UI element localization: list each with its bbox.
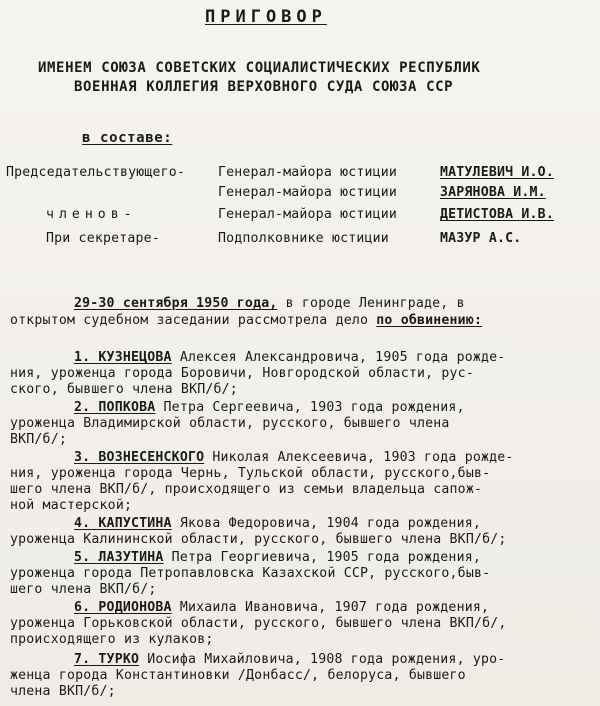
defendant-4-text: Якова Федоровича, 1904 года рождения, (171, 516, 481, 531)
secretary-label: При секретаре- (46, 231, 160, 246)
defendant-2-line-3: ВКП/б/; (10, 432, 67, 447)
session-line-1 (74, 296, 465, 312)
defendant-5-line-2: уроженца города Петропавловска Казахской ССР, русского,быв- (10, 566, 491, 581)
session-date: 29-30 сентября 1950 года, (74, 296, 278, 311)
session-line-2 (10, 313, 482, 329)
defendant-1-name: 1. КУЗНЕЦОВА (74, 350, 172, 365)
defendant-6-line-2: уроженца Горьковской области, русского, бывшего члена ВКП/б/, (10, 616, 507, 631)
defendant-4-name: 4. КАПУСТИНА (74, 516, 172, 531)
defendant-3-line-1 (74, 450, 514, 466)
defendant-6-name: 6. РОДИОНОВА (74, 600, 172, 615)
defendant-7-line-1 (74, 652, 505, 668)
defendant-3-line-2: ния, уроженца города Чернь, Тульской области, русского,быв- (10, 466, 491, 481)
defendant-7-name: 7. ТУРКО (74, 652, 140, 667)
presiding-label: Председательствующего- (6, 165, 186, 180)
defendant-6-line-3: происходящего из кулаков; (10, 632, 214, 647)
defendant-5-line-3: шего члена ВКП/б/; (10, 582, 157, 597)
member1-name: ЗАРЯНОВА И.М. (440, 185, 546, 200)
charge-label: по обвинению: (376, 313, 483, 328)
member2-name: ДЕТИСТОВА И.В. (440, 207, 554, 222)
secretary-rank: Подполковнике юстиции (218, 231, 389, 246)
defendant-4-line-1 (74, 516, 481, 532)
defendant-3-name: 3. ВОЗНЕСЕНСКОГО (74, 450, 205, 465)
defendant-7-line-2: женца города Константиновки /Донбасс/, белоруса, бывшего (10, 668, 466, 683)
defendant-7-line-3: члена ВКП/б/; (10, 684, 116, 699)
secretary-name: МАЗУР А.С. (440, 231, 522, 246)
session-line-2-text: открытом судебном заседании рассмотрела дело (10, 313, 377, 328)
presiding-rank: Генерал-майора юстиции (218, 165, 398, 180)
defendant-1-line-3: ского, бывшего члена ВКП/б/; (10, 382, 238, 397)
presiding-name: МАТУЛЕВИЧ И.О. (440, 165, 554, 180)
defendant-6-line-1 (74, 600, 489, 616)
header-line-1: ИМЕНЕМ СОЮЗА СОВЕТСКИХ СОЦИАЛИСТИЧЕСКИХ РЕСПУБЛИК (38, 60, 481, 76)
member1-rank: Генерал-майора юстиции (218, 185, 398, 200)
defendant-5-text: Петра Георгиевича, 1905 года рождения, (163, 550, 481, 565)
members-label: членов- (46, 207, 137, 222)
defendant-3-line-4: ной мастерской; (10, 498, 133, 513)
defendant-5-name: 5. ЛАЗУТИНА (74, 550, 164, 565)
defendant-2-name: 2. ПОПКОВА (74, 400, 156, 415)
member2-rank: Генерал-майора юстиции (218, 207, 398, 222)
defendant-3-text: Николая Алексеевича, 1903 года рожде- (204, 450, 514, 465)
defendant-1-line-2: ния, уроженца города Боровичи, Новгородской области, рус- (10, 366, 474, 381)
defendant-1-line-1 (74, 350, 505, 366)
defendant-2-line-1 (74, 400, 465, 416)
defendant-2-line-2: уроженца Владимирской области, русского, бывшего члена (10, 416, 450, 431)
document-title: ПРИГОВОР (205, 7, 327, 27)
header-line-2: ВОЕННАЯ КОЛЛЕГИЯ ВЕРХОВНОГО СУДА СОЮЗА ССР (74, 79, 454, 95)
defendant-3-line-3: шего члена ВКП/б/, происходящего из семьи владельца сапож- (10, 482, 483, 497)
defendant-4-line-2: уроженца Калининской области, русского, бывшего члена ВКП/б/; (10, 532, 507, 547)
defendant-7-text: Иосифа Михайловича, 1908 года рождения, уро- (139, 652, 506, 667)
composition-label: в составе: (82, 130, 173, 146)
defendant-2-text: Петра Сергеевича, 1903 года рождения, (155, 400, 465, 415)
session-place: в городе Ленинграде, в (277, 296, 465, 311)
defendant-5-line-1 (74, 550, 481, 566)
defendant-6-text: Михаила Ивановича, 1907 года рождения, (171, 600, 490, 615)
defendant-1-text: Алексея Александровича, 1905 года рожде- (171, 350, 506, 365)
